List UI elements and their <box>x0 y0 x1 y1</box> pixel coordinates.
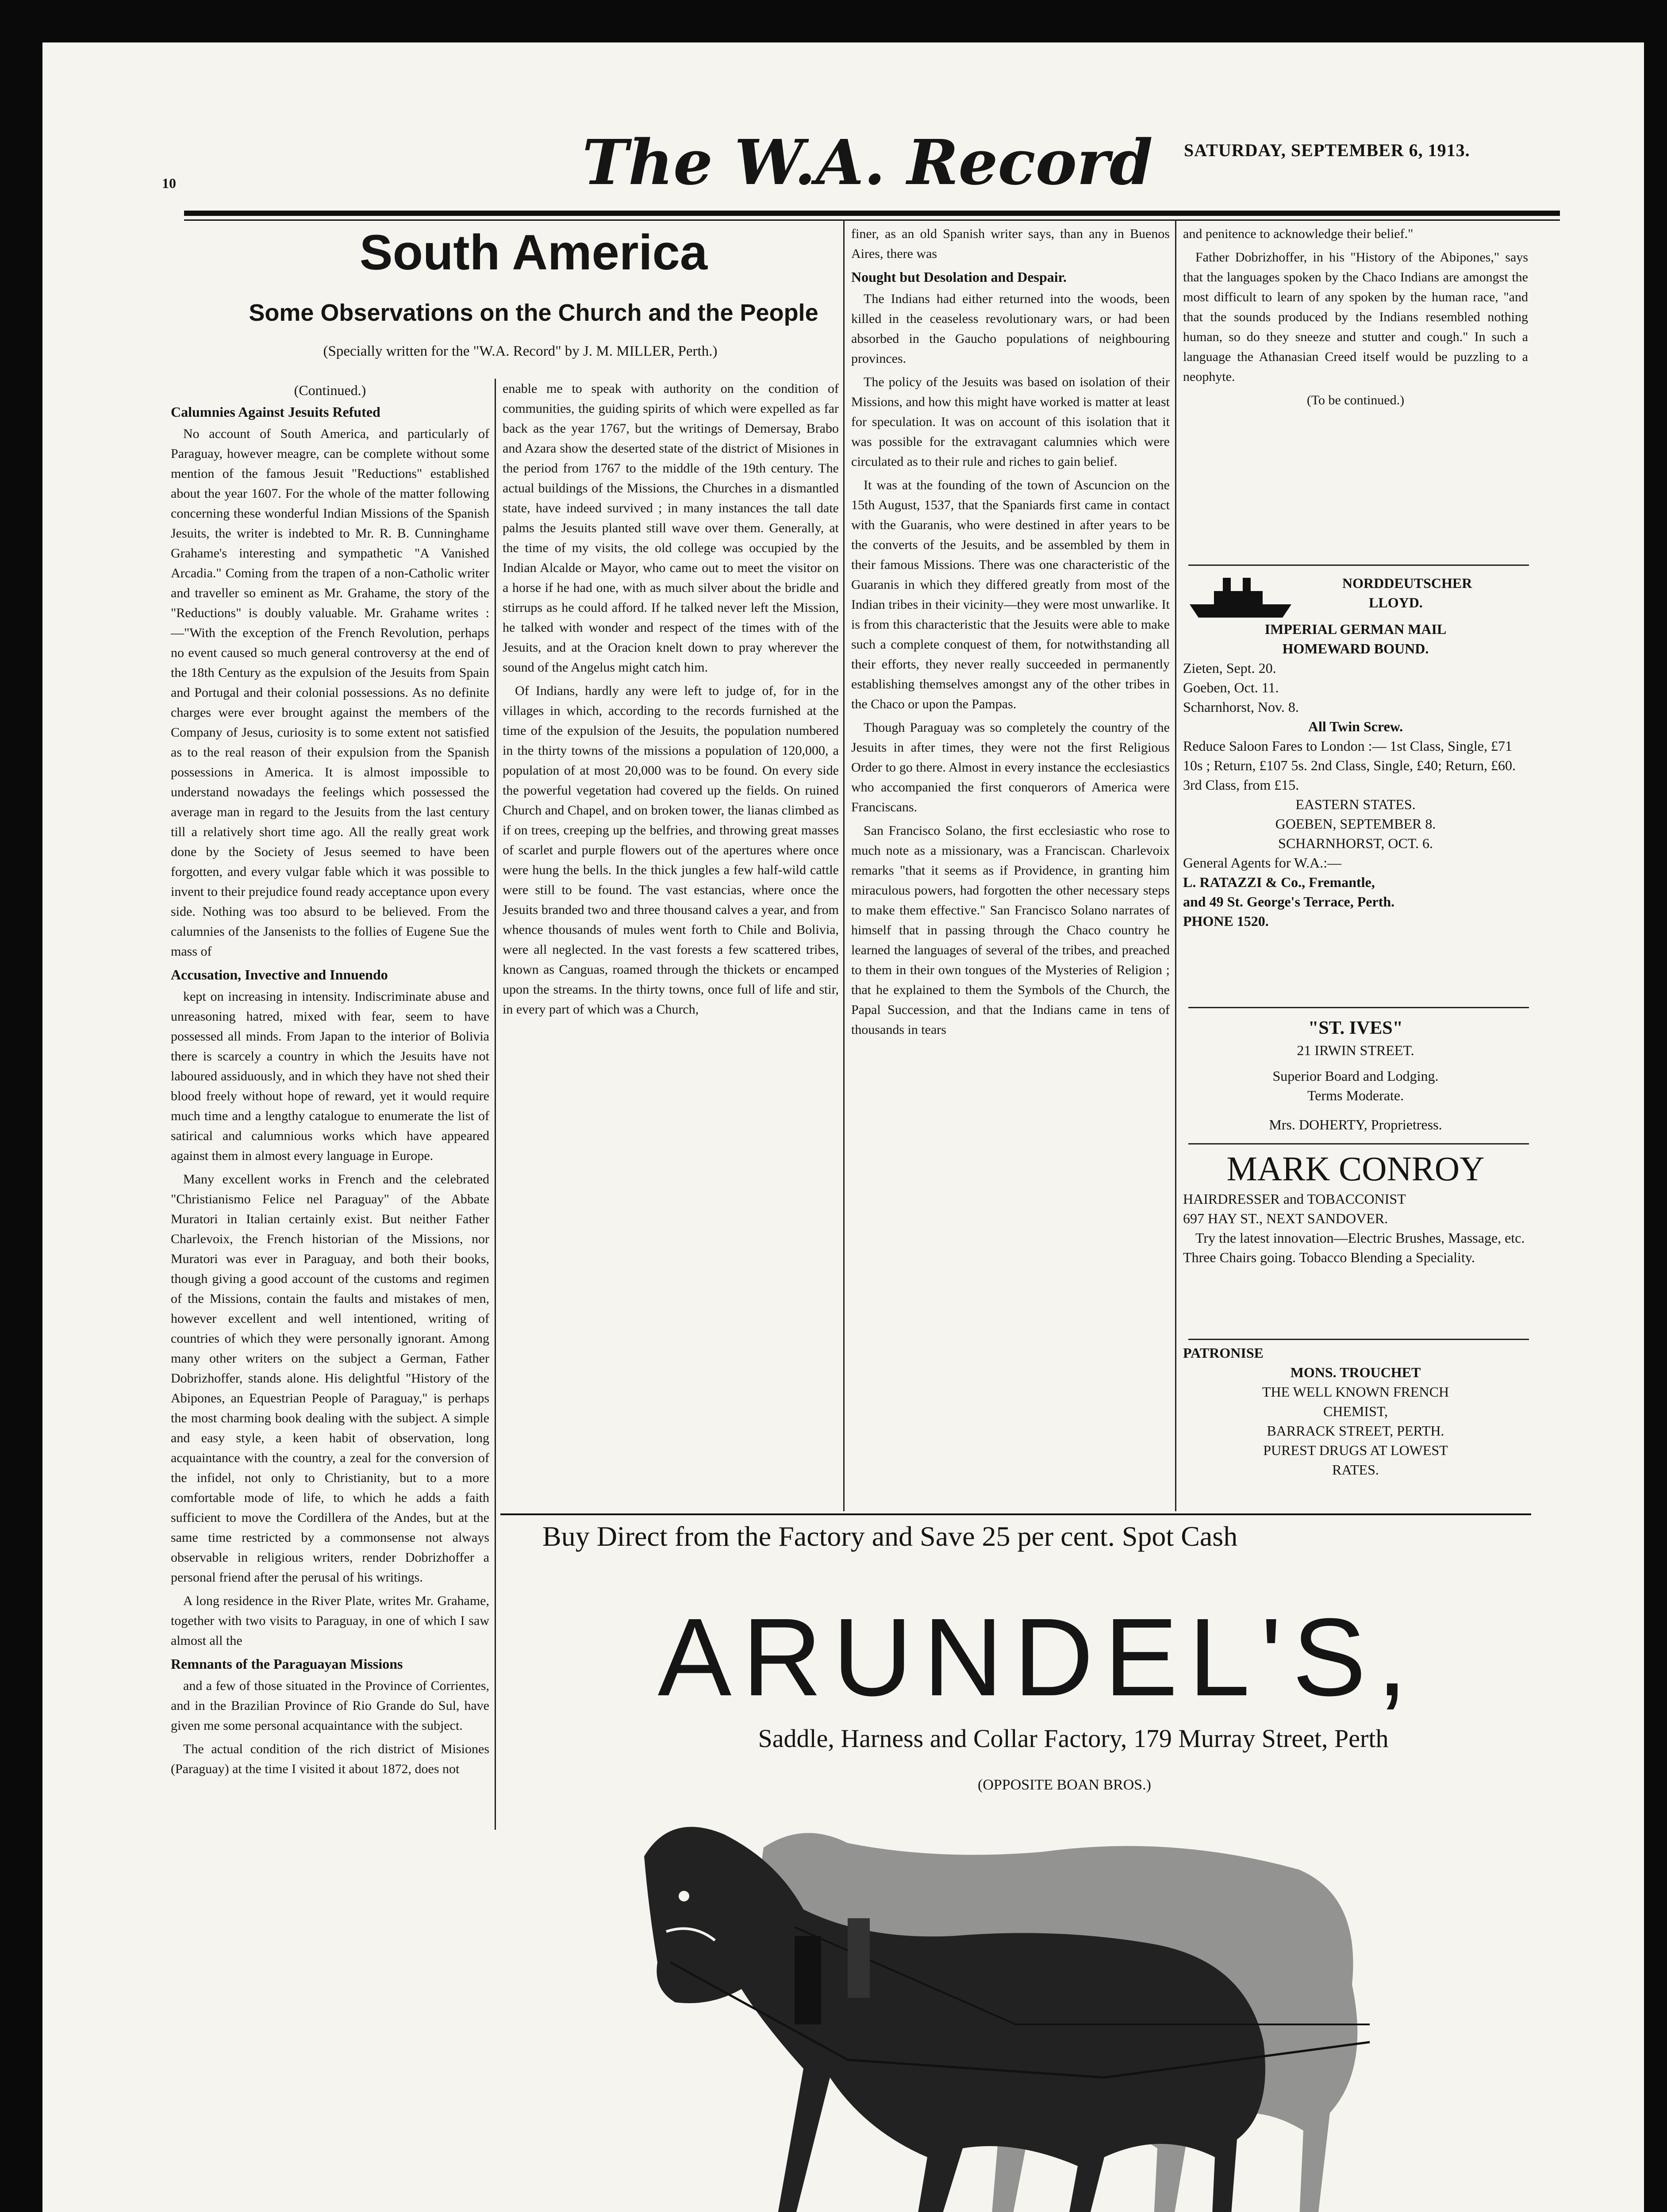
masthead-title: The W.A. Record <box>582 127 1153 199</box>
masthead-rule <box>184 211 1560 216</box>
st-ives-proprietor: Mrs. DOHERTY, Proprietress. <box>1269 1117 1442 1133</box>
conroy-trade: HAIRDRESSER and TOBACCONIST <box>1183 1191 1406 1207</box>
article-column-3 <box>851 224 1170 1511</box>
trouchet-line3: THE WELL KNOWN FRENCH <box>1262 1384 1449 1400</box>
article-byline: (Specially written for the "W.A. Record" by J. M. MILLER, Perth.) <box>323 343 718 359</box>
lloyd-fares: Reduce Saloon Fares to London :— 1st Class, Single, £71 10s ; Return, £107 5s. 2nd Class, Single, £40; Return, £60. 3rd Class, from £15. <box>1183 738 1516 793</box>
ship-icon <box>1187 573 1294 622</box>
trouchet-line1: PATRONISE <box>1183 1345 1264 1361</box>
masthead-date: SATURDAY, SEPTEMBER 6, 1913. <box>1184 140 1470 160</box>
arundel-subtitle: Saddle, Harness and Collar Factory, 179 Murray Street, Perth <box>758 1724 1389 1753</box>
conroy-advertisement <box>1183 1148 1528 1334</box>
paragraph: San Francisco Solano, the first ecclesiastic who rose to much note as a missionary, was a Franciscan. Charlevoix remarks "that it seems as if Providence, in granting him miraculous powers, had forgotten the other necessary steps to make them effective." San Francisco Solano narrates of himself that in passing through the Chaco country he learned the languages of several of the tribes, and preached to them in their own tongues of the Mysteries of Religion ; that he explained to them the Symbols of the Church, the Papal Succession, and that the Indians came in tens of thousands in tears <box>851 823 1170 1037</box>
lloyd-line4: HOMEWARD BOUND. <box>1282 641 1429 657</box>
st-ives-name: "ST. IVES" <box>1308 1018 1403 1038</box>
arundel-top-rule <box>500 1513 1531 1515</box>
lloyd-sailing: Goeben, Oct. 11. <box>1183 680 1279 695</box>
lloyd-line1: NORDDEUTSCHER <box>1342 575 1472 591</box>
paragraph: The policy of the Jesuits was based on isolation of their Missions, and how this might have worked is matter at least for speculation. It was on account of this isolation that it was possible for the extravagant calumnies which were circulated as to their rule and riches to gain belief. <box>851 375 1170 469</box>
arundel-opposite: (OPPOSITE BOAN BROS.) <box>978 1777 1151 1793</box>
subhead: Calumnies Against Jesuits Refuted <box>171 404 380 420</box>
paragraph: Father Dobrizhoffer, in his "History of the Abipones," says that the languages spoken by the Chaco Indians are amongst the most difficult to learn of any spoken by the human race, "and that the sounds produced by the Indians resembled nothing human, so do they sneeze and stutter and cough." In such a language the Athanasian Creed itself would be puzzling to a neophyte. <box>1183 250 1528 384</box>
st-ives-line1: Superior Board and Lodging. <box>1272 1068 1439 1084</box>
paragraph: kept on increasing in intensity. Indiscriminate abuse and unreasoning hatred, mixed with fear, seem to have possessed all minds. From Japan to the interior of Bolivia there is scarcely a country in which the Jesuits have not laboured assiduously, and in which they have not shed their blood freely without hope of reward, yet it would require much time and a lengthy catalogue to enumerate the list of satirical and calumnious works which have appeared against them in almost every language in Europe. <box>171 989 489 1163</box>
column-divider <box>495 379 496 1830</box>
trouchet-line5: BARRACK STREET, PERTH. <box>1267 1423 1444 1439</box>
trouchet-line6: PUREST DRUGS AT LOWEST <box>1263 1442 1448 1458</box>
lloyd-agents: General Agents for W.A.:— <box>1183 855 1342 871</box>
lloyd-agent1: L. RATAZZI & Co., Fremantle, <box>1183 874 1375 890</box>
horses-illustration <box>618 1794 1476 2212</box>
paragraph: and penitence to acknowledge their belief." <box>1183 227 1413 241</box>
arundel-tagline: Buy Direct from the Factory and Save 25 per cent. Spot Cash <box>542 1521 1238 1552</box>
paragraph: Of Indians, hardly any were left to judge of, for in the villages in which, according to the records furnished at the time of the expulsion of the Jesuits, the population numbered in the thirty towns of the missions a population of 120,000, a population of at most 20,000 was to be found. On every side the powerful vegetation had covered up the fields. On ruined Church and Chapel, and on broken tower, the lianas climbed as if on trees, creeping up the belfries, and throwing great masses of scarlet and purple flowers out of the apertures where once were hung the bells. In the thick jungles a few half-wild cattle were still to be found. The vast estancias, where once the Jesuits branded two and three thousand calves a year, and from whence thousands of mules went forth to Chile and Bolivia, were all neglected. In the vast forests a few scattered tribes, known as Canguas, roamed through the thickets or encamped upon the streams. In the thirty towns, once full of life and stir, in every part of which was a Church, <box>503 684 839 1017</box>
paragraph: No account of South America, and particularly of Paraguay, however meagre, can be complete without some mention of the famous Jesuit "Reductions" established about the year 1607. For the whole of the matter following concerning these wonderful Indian Missions of the Spanish Jesuits, the writer is indebted to Mr. R. B. Cunninghame Grahame's interesting and sympathetic "A Vanished Arcadia." Coming from the trapen of a non-Catholic writer and traveller so eminent as Mr. Grahame, the story of the "Reductions" is doubly valuable. Mr. Grahame writes :—"With the exception of the French Revolution, perhaps no event caused so much general controversy at the end of the 18th Century as the expulsion of the Jesuits from Spain and Portugal and their colonial possessions. As no definite charges were ever brought against the members of the Company of Jesus, curiosity is to some extent not satisfied as to the real reason of their expulsion from the Spanish possessions in America. It is almost impossible to understand nowadays the feelings which possessed the average man in regard to the Jesuits from the last century till a relatively short time ago. All the really great work done by the Society of Jesus seemed to have been forgotten, and every vulgar fable which it was possible to invent to their prejudice found ready acceptance upon every side. Nothing was too absurd to be believed. From the calumnies of the Jansenists to the follies of Eugene Sue the mass of <box>171 426 489 959</box>
page-number: 10 <box>162 175 176 191</box>
paragraph: It was at the founding of the town of Ascuncion on the 15th August, 1537, that the Spaniards first came in contact with the Guaranis, who were destined in after years to be the converts of the Jesuits, and be assembled by them in their famous Missions. There was one characteristic of the Guaranis in which they differed greatly from most of the Indian tribes in their vicinity—they were most unwarlike. It is from this characteristic that the Jesuits were able to make such a complete conquest of them, for notwithstanding all their efforts, they never really succeeded in permanently establishing themselves amongst any of the other tribes in the Chaco or upon the Pampas. <box>851 478 1170 711</box>
paragraph: Though Paraguay was so completely the country of the Jesuits in after times, they were not the first Religious Order to go there. Almost in every instance the ecclesiastics who accompanied the first conquerors of America were Franciscans. <box>851 720 1170 814</box>
subhead: Nought but Desolation and Despair. <box>851 269 1067 285</box>
ad-divider <box>1188 1143 1529 1144</box>
lloyd-sailing: Scharnhorst, Nov. 8. <box>1183 699 1299 715</box>
paragraph: finer, as an old Spanish writer says, than any in Buenos Aires, there was <box>851 227 1170 261</box>
column-divider <box>843 219 845 1511</box>
st-ives-address: 21 IRWIN STREET. <box>1297 1042 1414 1058</box>
paragraph: A long residence in the River Plate, writes Mr. Grahame, together with two visits to Paraguay, in one of which I saw almost all the <box>171 1594 489 1648</box>
ad-divider <box>1188 1339 1529 1340</box>
article-column-2 <box>503 379 839 1511</box>
subhead: Remnants of the Paraguayan Missions <box>171 1656 403 1672</box>
subhead: Accusation, Invective and Innuendo <box>171 967 388 983</box>
paragraph: enable me to speak with authority on the condition of communities, the guiding spirits of which were expelled as far back as the year 1767, but the writings of Demersay, Brabo and Azara show the deserted state of the district of Misiones in the period from 1767 to the middle of the 19th century. The actual buildings of the Missions, the Churches in a dismantled state, have indeed survived ; in many instances the tall date palms the Jesuits planted still wave over them. Generally, at the time of my visits, the old college was occupied by the Indian Alcalde or Mayor, who came out to meet the visitor on a horse if he had one, with as much silver about the bridle and stirrups as he could afford. If he talked never left the Mission, he talked with wonder and respect of the times with of the Jesuits, and at the Oracion knelt down to pray wherever the sound of the Angelus might catch him. <box>503 381 839 675</box>
ad-divider <box>1188 1007 1529 1008</box>
arundel-name: ARUNDEL'S, <box>657 1595 1418 1719</box>
to-be-continued: (To be continued.) <box>1306 393 1405 407</box>
trouchet-line4: CHEMIST, <box>1323 1403 1388 1419</box>
paragraph: and a few of those situated in the Province of Corrientes, and in the Brazilian Province of Rio Grande do Sul, have given me some personal acquaintance with the subject. <box>171 1678 489 1733</box>
article-headline: South America <box>359 225 708 280</box>
st-ives-line2: Terms Moderate. <box>1307 1087 1404 1103</box>
trouchet-line2: MONS. TROUCHET <box>1290 1364 1421 1380</box>
lloyd-eastern: GOEBEN, SEPTEMBER 8. <box>1275 816 1436 832</box>
lloyd-eastern-head: EASTERN STATES. <box>1295 796 1416 812</box>
lloyd-agent2: and 49 St. George's Terrace, Perth. <box>1183 894 1395 910</box>
paragraph: The actual condition of the rich district of Misiones (Paraguay) at the time I visited it about 1872, does not <box>171 1742 489 1776</box>
trouchet-advertisement <box>1183 1343 1528 1502</box>
trouchet-line7: RATES. <box>1332 1462 1379 1478</box>
paragraph: Many excellent works in French and the celebrated "Christianismo Felice nel Paraguay" of the Abbate Muratori in Italian certainly exist. But neither Father Charlevoix, the French historian of the Missions, nor Muratori was ever in Paraguay, and both their books, though giving a good account of the customs and regimen of the Missions, contain the faults and mistakes of men, however excellent and well intentioned, writing of countries of which they were personally ignorant. Among many other writers on the subject a German, Father Dobrizhoffer, stands alone. His delightful "History of the Abipones, an Equestrian People of Paraguay," is perhaps the most charming book dealing with the subject. A simple and easy style, a keen habit of observation, long acquaintance with the country, a zeal for the conversion of the infidel, not only to Christianity, but to a more comfortable mode of life, to which he adds a faith sufficient to move the Cordillera of the Andes, but at the same time restricted by a commonsense not always observable in religious writers, render Dobrizhoffer a personal friend after the perusal of his writings. <box>171 1172 489 1585</box>
article-column-4 <box>1183 224 1528 560</box>
lloyd-line3: IMPERIAL GERMAN MAIL <box>1264 621 1447 637</box>
lloyd-phone: PHONE 1520. <box>1183 913 1269 929</box>
conroy-text: Try the latest innovation—Electric Brushes, Massage, etc. Three Chairs going. Tobacco Blending a Speciality. <box>1183 1230 1525 1265</box>
conroy-name: MARK CONROY <box>1226 1149 1485 1188</box>
lloyd-twin: All Twin Screw. <box>1308 718 1403 734</box>
conroy-address: 697 HAY ST., NEXT SANDOVER. <box>1183 1210 1388 1226</box>
paragraph: The Indians had either returned into the woods, been killed in the ceaseless revolutionary wars, or had been absorbed in the Gaucho populations of neighbouring provinces. <box>851 292 1170 366</box>
lloyd-eastern: SCHARNHORST, OCT. 6. <box>1278 835 1433 851</box>
lloyd-advertisement <box>1183 569 1528 1002</box>
masthead-rule-thin <box>184 219 1560 221</box>
continued-label: (Continued.) <box>294 382 366 398</box>
column-divider <box>1175 219 1176 1511</box>
ad-divider <box>1188 565 1529 566</box>
st-ives-advertisement <box>1183 1016 1528 1140</box>
lloyd-line2: LLOYD. <box>1369 595 1423 611</box>
article-column-1 <box>171 379 489 2212</box>
article-subheadline: Some Observations on the Church and the People <box>249 300 818 326</box>
newspaper-page <box>42 42 1644 2212</box>
lloyd-sailing: Zieten, Sept. 20. <box>1183 660 1276 676</box>
